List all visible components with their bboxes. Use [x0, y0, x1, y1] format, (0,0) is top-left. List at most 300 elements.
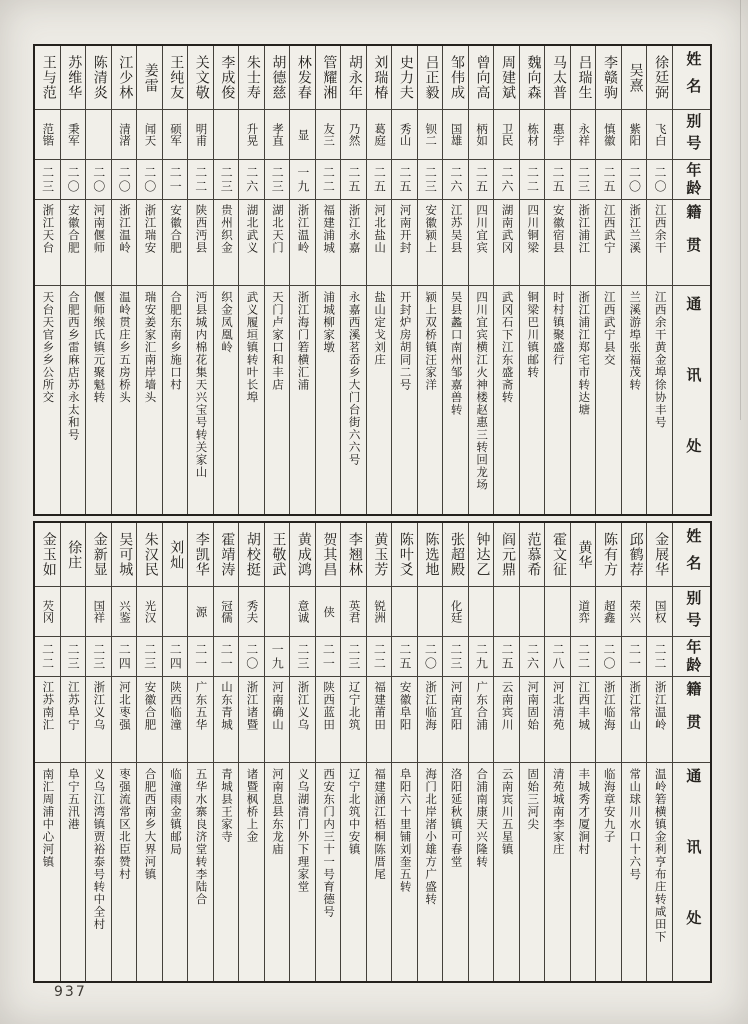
entry-age-cell — [367, 637, 392, 677]
entry-native-cell — [520, 677, 545, 763]
entry-address-cell — [163, 763, 188, 981]
entry-age-cell — [137, 637, 162, 677]
entry-alias: 英君 — [347, 600, 360, 623]
entry-native-place: 浙江温岭 — [296, 204, 309, 254]
entry-name: 金新显 — [91, 532, 107, 577]
entry-name: 李赣驹 — [602, 55, 618, 100]
directory-entry-column — [86, 523, 112, 981]
entry-name-cell — [137, 46, 162, 110]
entry-alias: 硕军 — [168, 123, 181, 146]
entry-alias: 显 — [296, 128, 309, 141]
entry-address-cell — [188, 763, 213, 981]
entry-native-place: 河南固始 — [526, 681, 539, 731]
header-age-cell — [673, 637, 710, 677]
entry-name-cell — [367, 523, 392, 587]
entry-alias-cell — [137, 587, 162, 637]
entry-address-cell — [290, 763, 315, 981]
header-alias-cell — [673, 587, 710, 637]
entry-native-cell — [341, 677, 366, 763]
entry-age: 二〇 — [423, 642, 438, 671]
entry-age-cell — [163, 637, 188, 677]
entry-age: 二三 — [576, 165, 591, 194]
entry-age-cell — [469, 160, 494, 200]
entry-alias: 意诚 — [296, 600, 309, 623]
entry-address: 青城县王家寺 — [220, 768, 232, 843]
entry-age-cell — [112, 637, 137, 677]
entry-age: 二〇 — [653, 165, 668, 194]
entry-native-place: 江西丰城 — [577, 681, 590, 731]
entry-native-cell — [163, 677, 188, 763]
entry-name-cell — [545, 46, 570, 110]
entry-alias-cell — [290, 110, 315, 160]
entry-name: 徐庄 — [66, 539, 82, 570]
entry-age: 二六 — [499, 165, 514, 194]
entry-address-cell — [596, 286, 621, 514]
entry-age-cell — [418, 160, 443, 200]
directory-entry-column — [188, 46, 214, 514]
directory-entry-column — [61, 523, 87, 981]
entry-name-cell — [188, 523, 213, 587]
entry-native-cell — [316, 200, 341, 286]
entry-age-cell — [137, 160, 162, 200]
entry-native-cell — [163, 200, 188, 286]
entry-name-cell — [265, 46, 290, 110]
entry-native-place: 四川宜宾 — [475, 204, 488, 254]
entry-address: 兰溪游埠张福茂转 — [628, 291, 641, 391]
entry-alias: 惠宇 — [551, 123, 564, 146]
entry-address: 武义履垣镇转叶长埠 — [245, 291, 258, 404]
entry-age-cell — [545, 637, 570, 677]
entry-name-cell — [469, 523, 494, 587]
entry-address-cell — [545, 286, 570, 514]
entry-name: 邱鹤荐 — [627, 532, 643, 577]
entry-alias-cell — [61, 110, 86, 160]
entry-alias-cell — [418, 587, 443, 637]
entry-age: 二三 — [295, 642, 310, 671]
entry-alias-cell — [61, 587, 86, 637]
entry-native-place: 浙江常山 — [628, 681, 641, 731]
entry-address-cell — [265, 763, 290, 981]
entry-native-place: 浙江诸暨 — [245, 681, 258, 731]
entry-age-cell — [61, 160, 86, 200]
entry-age-cell — [622, 637, 647, 677]
header-native-label: 籍贯 — [684, 681, 701, 747]
entry-alias: 光汉 — [143, 600, 156, 623]
entry-name: 邹伟成 — [448, 55, 464, 100]
entry-alias-cell — [596, 587, 621, 637]
entry-address-cell — [35, 763, 60, 981]
entry-address-cell — [571, 286, 596, 514]
entry-name: 陈有方 — [602, 532, 618, 577]
entry-name: 钟达乙 — [474, 532, 490, 577]
entry-address-cell — [35, 286, 60, 514]
entry-address: 瑞安姜家汇南岸墙头 — [143, 291, 156, 404]
entry-address-cell — [392, 763, 417, 981]
entry-address: 颍上双桥镇汪家洋 — [424, 291, 437, 391]
entry-age-cell — [443, 637, 468, 677]
entry-age: 二〇 — [602, 642, 616, 671]
entry-native-place: 浙江义乌 — [92, 681, 105, 731]
header-name-cell — [673, 46, 710, 110]
entry-alias-cell — [545, 110, 570, 160]
entry-age-cell — [86, 160, 111, 200]
entry-native-cell — [596, 677, 621, 763]
entry-native-place: 河北枣强 — [117, 681, 130, 731]
header-native-label: 籍贯 — [684, 204, 701, 270]
entry-age-cell — [112, 160, 137, 200]
entry-age: 二四 — [168, 642, 183, 671]
entry-age-cell — [290, 160, 315, 200]
entry-name: 黄华 — [576, 539, 592, 570]
entry-name-cell — [418, 46, 443, 110]
entry-address-cell — [341, 286, 366, 514]
entry-native-cell — [137, 200, 162, 286]
entry-age-cell — [86, 637, 111, 677]
directory-entry-column — [290, 523, 316, 981]
entry-address: 浦城柳家墩 — [322, 291, 335, 354]
entry-age: 二二 — [525, 165, 540, 194]
entry-alias-cell — [367, 110, 392, 160]
entry-native-cell — [545, 677, 570, 763]
entry-address-cell — [112, 286, 137, 514]
entry-native-cell — [341, 200, 366, 286]
entry-native-cell — [622, 677, 647, 763]
header-age-label: 年龄 — [684, 161, 701, 198]
entry-native-place: 浙江义乌 — [296, 681, 309, 731]
entry-alias: 兴鉴 — [117, 600, 130, 623]
entry-native-place: 贵州织金 — [220, 204, 232, 254]
entry-name: 王纯友 — [168, 55, 184, 100]
entry-age: 二六 — [244, 165, 259, 194]
entry-alias: 秀山 — [398, 123, 411, 146]
directory-entry-column — [367, 46, 393, 514]
entry-age: 二一 — [219, 642, 234, 671]
entry-name: 贺其昌 — [321, 532, 337, 577]
directory-entry-column — [137, 46, 163, 514]
entry-alias-cell — [494, 587, 519, 637]
entry-alias: 紫阳 — [628, 123, 641, 146]
entry-age-cell — [392, 637, 417, 677]
header-alias-cell — [673, 110, 710, 160]
entry-address-cell — [647, 286, 672, 514]
entry-alias: 清渚 — [117, 123, 130, 146]
entry-address-cell — [392, 286, 417, 514]
entry-address: 武冈石下江东盛斋转 — [500, 291, 513, 404]
directory-entry-column — [112, 523, 138, 981]
entry-alias: 慎徽 — [602, 123, 615, 146]
entry-age: 二五 — [397, 642, 412, 671]
directory-entry-column — [316, 523, 342, 981]
entry-name: 林发春 — [295, 55, 311, 100]
directory-entry-column — [647, 46, 673, 514]
entry-name-cell — [214, 46, 239, 110]
directory-entry-column — [622, 46, 648, 514]
directory-entry-column — [214, 46, 240, 514]
entry-native-cell — [520, 200, 545, 286]
entry-age: 二三 — [142, 642, 157, 671]
directory-entry-column — [469, 523, 495, 981]
directory-entry-column — [647, 523, 673, 981]
entry-native-cell — [443, 200, 468, 286]
entry-address: 清苑城南李家庄 — [551, 768, 564, 856]
entry-native-cell — [367, 200, 392, 286]
entry-address: 天台天官乡乡公所交 — [41, 291, 54, 404]
entry-age-cell — [469, 637, 494, 677]
directory-entry-column — [239, 46, 265, 514]
entry-native-cell — [469, 200, 494, 286]
entry-age: 二三 — [91, 642, 106, 671]
entry-native-cell — [265, 677, 290, 763]
entry-native-place: 安徽合肥 — [168, 204, 181, 254]
entry-age: 二五 — [550, 165, 565, 194]
entry-age: 二五 — [499, 642, 514, 671]
entry-alias-cell — [647, 587, 672, 637]
entry-age: 二五 — [372, 165, 387, 194]
entry-native-place: 山东青城 — [220, 681, 232, 731]
entry-address: 枣强流常区北臣赞村 — [117, 768, 130, 881]
entry-name: 霍靖涛 — [219, 532, 235, 577]
directory-entry-column — [622, 523, 648, 981]
entry-age-cell — [545, 160, 570, 200]
entry-age: 二五 — [397, 165, 412, 194]
entry-age: 二〇 — [142, 165, 157, 194]
entry-address: 河南息县东龙庙 — [271, 768, 284, 856]
entry-age-cell — [520, 637, 545, 677]
entry-alias-cell — [35, 587, 60, 637]
entry-native-cell — [86, 677, 111, 763]
directory-entry-column — [367, 523, 393, 981]
entry-name: 黄成鸿 — [295, 532, 311, 577]
entry-alias: 飞白 — [653, 123, 666, 146]
entry-age-cell — [316, 160, 341, 200]
entry-address-cell — [112, 763, 137, 981]
entry-address: 常山球川水口十六号 — [628, 768, 641, 881]
entry-age: 二二 — [193, 165, 208, 194]
entry-native-place: 福建莆田 — [373, 681, 386, 731]
entry-name-cell — [647, 46, 672, 110]
entry-address-cell — [239, 763, 264, 981]
entry-alias-cell — [418, 110, 443, 160]
entry-native-place: 浙江温岭 — [117, 204, 130, 254]
entry-address-cell — [214, 763, 239, 981]
entry-name: 王敬武 — [270, 532, 286, 577]
entry-alias-cell — [86, 587, 111, 637]
entry-alias-cell — [265, 587, 290, 637]
entry-native-cell — [112, 200, 137, 286]
entry-name: 苏维华 — [66, 55, 82, 100]
entry-alias-cell — [290, 587, 315, 637]
entry-native-cell — [418, 677, 443, 763]
entry-age: 二二 — [372, 642, 387, 671]
entry-age-cell — [647, 637, 672, 677]
header-name-label: 姓名 — [684, 50, 701, 105]
entry-name: 金展华 — [653, 532, 669, 577]
entry-native-cell — [494, 677, 519, 763]
entry-address: 阜宁五汛港 — [66, 768, 79, 831]
entry-native-cell — [469, 677, 494, 763]
directory-entry-column — [214, 523, 240, 981]
entry-native-cell — [622, 200, 647, 286]
header-name-cell — [673, 523, 710, 587]
entry-name: 胡校挺 — [244, 532, 260, 577]
entry-alias: 明甫 — [194, 123, 207, 146]
entry-address: 偃师缑氏镇元聚魁转 — [92, 291, 105, 404]
entry-alias: 范锴 — [41, 123, 54, 146]
entry-name-cell — [35, 46, 60, 110]
entry-native-cell — [61, 200, 86, 286]
entry-native-place: 江西余干 — [653, 204, 666, 254]
entry-name: 曾向高 — [474, 55, 490, 100]
entry-alias: 侠 — [322, 605, 335, 618]
entry-name-cell — [163, 46, 188, 110]
entry-native-cell — [265, 200, 290, 286]
entry-alias: 秀夫 — [245, 600, 258, 623]
entry-alias-cell — [163, 587, 188, 637]
entry-native-cell — [188, 200, 213, 286]
entry-alias-cell — [35, 110, 60, 160]
entry-name-cell — [443, 523, 468, 587]
entry-age-cell — [239, 160, 264, 200]
entry-age: 二一 — [168, 165, 183, 194]
entry-age: 二四 — [117, 642, 132, 671]
entry-address: 义乌湖清门外下理家堂 — [296, 768, 309, 893]
directory-entry-column — [494, 523, 520, 981]
entry-address-cell — [622, 763, 647, 981]
entry-address: 南汇周浦中心河镇 — [41, 768, 54, 868]
entry-alias-cell — [520, 587, 545, 637]
entry-alias: 友三 — [322, 123, 335, 146]
header-address-label: 通讯处 — [684, 296, 701, 509]
directory-entry-column — [239, 523, 265, 981]
entry-name-cell — [443, 46, 468, 110]
entry-alias-cell — [494, 110, 519, 160]
entry-age: 二一 — [193, 642, 208, 671]
entry-alias-cell — [341, 110, 366, 160]
entry-age: 二二 — [321, 165, 336, 194]
entry-alias-cell — [622, 587, 647, 637]
directory-entry-column — [188, 523, 214, 981]
entry-age-cell — [418, 637, 443, 677]
entry-native-place: 湖南武冈 — [500, 204, 513, 254]
entry-age-cell — [367, 160, 392, 200]
entry-native-cell — [494, 200, 519, 286]
entry-age: 二〇 — [91, 165, 106, 194]
entry-alias-cell — [545, 587, 570, 637]
entry-native-place: 云南宾川 — [500, 681, 513, 731]
entry-address: 永嘉西溪茗岙乡大门台街六六号 — [347, 291, 360, 466]
entry-address-cell — [443, 286, 468, 514]
entry-address: 盐山定戈刘庄 — [373, 291, 386, 366]
entry-alias: 国权 — [653, 600, 666, 623]
entry-age-cell — [61, 637, 86, 677]
entry-name: 阎元鼎 — [499, 532, 515, 577]
entry-address: 临海章安九子 — [602, 768, 615, 843]
entry-name-cell — [163, 523, 188, 587]
entry-address: 天门卢家口和丰店 — [271, 291, 284, 391]
entry-native-place: 河北清苑 — [551, 681, 564, 731]
entry-age: 二〇 — [117, 165, 132, 194]
entry-address-cell — [469, 763, 494, 981]
entry-name-cell — [86, 523, 111, 587]
entry-name-cell — [316, 46, 341, 110]
entry-native-place: 河南开封 — [398, 204, 411, 254]
entry-alias: 乃然 — [347, 123, 360, 146]
directory-entry-column — [35, 46, 61, 514]
entry-name-cell — [239, 46, 264, 110]
entry-native-cell — [137, 677, 162, 763]
entry-alias-cell — [112, 110, 137, 160]
entry-native-cell — [290, 200, 315, 286]
entry-name: 魏向森 — [525, 55, 541, 100]
entry-name-cell — [112, 523, 137, 587]
entry-native-place: 安徽宿县 — [551, 204, 564, 254]
entry-address-cell — [265, 286, 290, 514]
entry-alias-cell — [596, 110, 621, 160]
entry-name-cell — [596, 46, 621, 110]
entry-address: 合浦南康天兴隆转 — [475, 768, 488, 868]
directory-entry-column — [443, 46, 469, 514]
entry-alias-cell — [647, 110, 672, 160]
entry-alias: 孝直 — [271, 123, 284, 146]
entry-address-cell — [61, 763, 86, 981]
entry-name: 朱汉民 — [142, 532, 158, 577]
directory-table-top — [33, 44, 712, 516]
entry-name-cell — [418, 523, 443, 587]
directory-table-bottom — [33, 521, 712, 983]
entry-alias-cell — [622, 110, 647, 160]
directory-entry-column — [469, 46, 495, 514]
entry-alias-cell — [469, 587, 494, 637]
entry-native-cell — [418, 200, 443, 286]
directory-entry-column — [137, 523, 163, 981]
entry-native-cell — [571, 200, 596, 286]
entry-address: 合肥东南乡施口村 — [168, 291, 181, 391]
directory-tables — [33, 44, 712, 983]
entry-alias-cell — [188, 110, 213, 160]
entry-age-cell — [571, 160, 596, 200]
entry-native-place: 安徽颍上 — [424, 204, 437, 254]
entry-age-cell — [596, 160, 621, 200]
entry-age: 二三 — [219, 165, 234, 194]
directory-entry-column — [392, 523, 418, 981]
entry-native-cell — [647, 677, 672, 763]
entry-address-cell — [367, 286, 392, 514]
entry-name: 胡德慈 — [270, 55, 286, 100]
entry-name-cell — [571, 46, 596, 110]
entry-alias: 秉军 — [66, 123, 79, 146]
entry-name-cell — [392, 46, 417, 110]
entry-age-cell — [214, 637, 239, 677]
entry-alias-cell — [469, 110, 494, 160]
entry-address: 阜阳六十里铺刘奎五转 — [398, 768, 411, 893]
directory-entry-column — [316, 46, 342, 514]
entry-name: 吴熹 — [627, 62, 643, 93]
entry-native-place: 江西武宁 — [602, 204, 615, 254]
directory-entry-column — [494, 46, 520, 514]
directory-entry-column — [341, 46, 367, 514]
entry-age-cell — [188, 637, 213, 677]
entry-address: 织金凤凰岭 — [220, 291, 232, 354]
entry-address: 五华水寨良济堂转李陆合 — [194, 768, 207, 906]
header-native-cell — [673, 677, 710, 763]
entry-age: 二〇 — [66, 165, 81, 194]
entry-age: 一九 — [270, 642, 285, 671]
entry-address: 沔县城内棉花集天兴宝号转关家山 — [194, 291, 207, 479]
entry-address: 固始三河尖 — [526, 768, 539, 831]
entry-age: 二一 — [627, 642, 642, 671]
entry-alias: 超鑫 — [602, 600, 615, 623]
entry-age-cell — [647, 160, 672, 200]
